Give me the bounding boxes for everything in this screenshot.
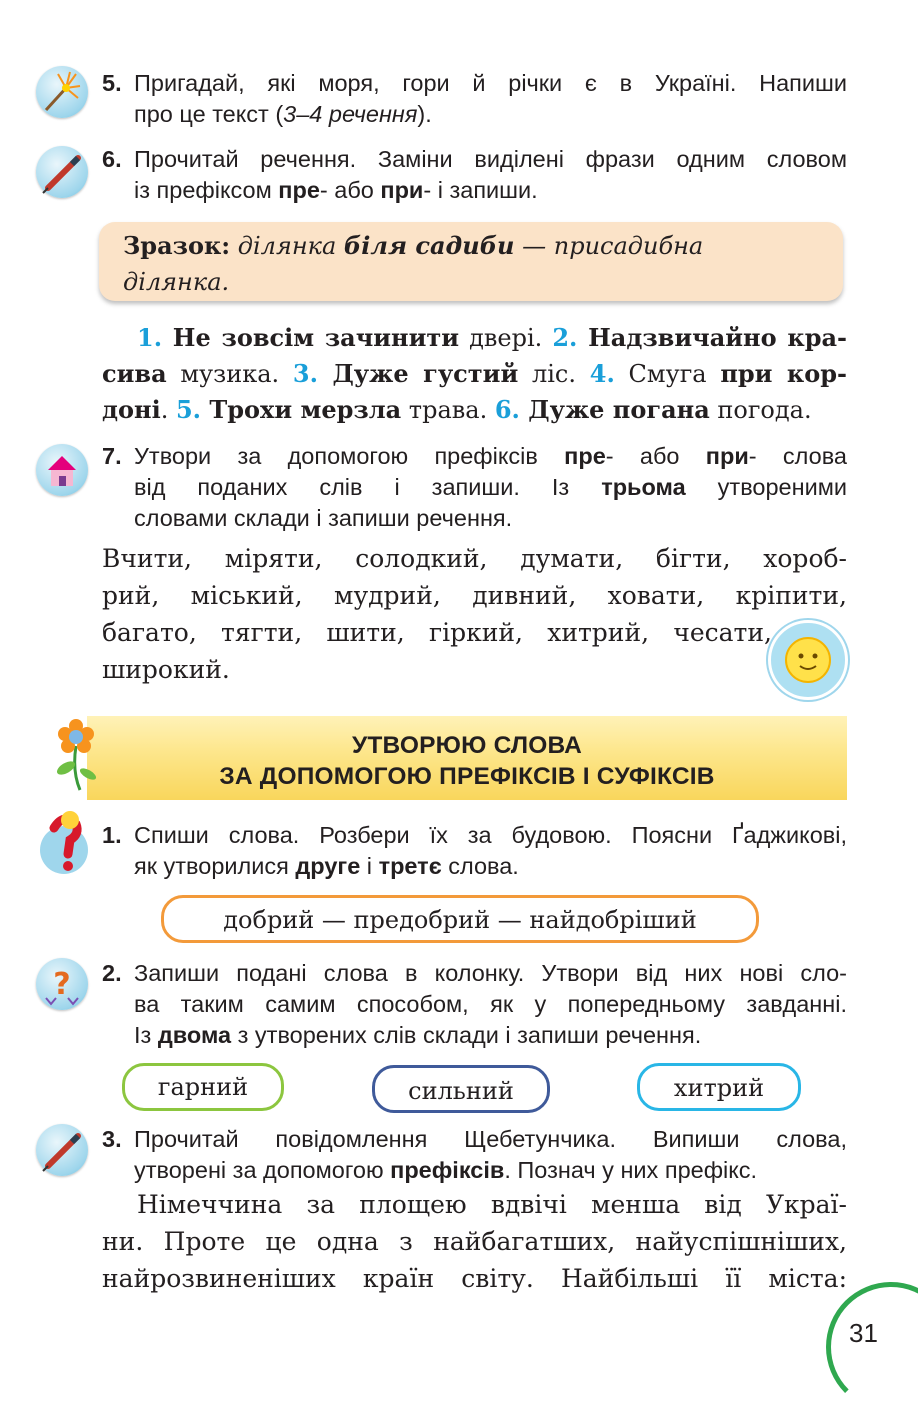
text: Смуга: [614, 360, 721, 388]
prefix-bold: пре: [278, 177, 320, 203]
word-bold: друге: [295, 853, 361, 879]
pen-icon: [36, 146, 88, 198]
section-title: УТВОРЮЮ СЛОВА: [351, 732, 583, 759]
task-text: Запиши подані слова в колонку. Утвори від них нові сло-: [134, 960, 847, 986]
task-text: ва таким самим способом, як у попередньому завданні.: [134, 991, 847, 1017]
prefix-bold: при: [380, 177, 424, 203]
task-text: - слова: [748, 443, 847, 469]
word-bold: трьома: [601, 474, 686, 500]
section-task-3: [102, 1124, 847, 1186]
task-number: 1.: [102, 822, 122, 848]
task-7: [102, 441, 847, 534]
prefix-bold: пре: [564, 443, 606, 469]
message-line: найрозвиненіших країн світу. Найбільші її міста:: [102, 1264, 847, 1293]
sample-label: Зразок:: [123, 231, 231, 260]
item-number: 3.: [292, 359, 318, 388]
task-text: Прочитай речення. Заміни виділені фрази одним словом: [134, 146, 847, 172]
sample-box: [99, 222, 843, 301]
phrase-bold: Не зовсім зачинити: [162, 323, 460, 352]
word-bold: двома: [157, 1022, 232, 1048]
task-text: як утворилися: [134, 853, 296, 879]
words-line: багато, тягти, шити, гіркий, хитрий, чесати,: [102, 618, 772, 647]
task-6: [102, 144, 847, 206]
text: .: [160, 396, 176, 424]
item-number: 5.: [175, 395, 202, 424]
task-text: - або: [319, 177, 381, 203]
task-number: 3.: [102, 1126, 122, 1152]
task-text: слова.: [441, 853, 519, 879]
item-number: 4.: [589, 359, 615, 388]
word-bold: префіксів: [390, 1157, 505, 1183]
task-number: 5.: [102, 70, 122, 96]
task-text: Утвори за допомогою префіксів: [134, 443, 565, 469]
task-text: - або: [605, 443, 706, 469]
message-text: [102, 1186, 847, 1297]
text: трава.: [401, 396, 495, 424]
sparkler-icon: [36, 66, 88, 118]
message-line: ни. Проте це одна з найбагатших, найуспішніших,: [102, 1227, 847, 1256]
task-text: . Познач у них префікс.: [504, 1157, 758, 1183]
pen-icon: [36, 1124, 88, 1176]
prefix-bold: при: [705, 443, 749, 469]
exercise-6-text: [102, 320, 847, 428]
task-text: - і запиши.: [423, 177, 538, 203]
text: ліс.: [518, 360, 590, 388]
task-text: з утворених слів склади і запиши речення.: [231, 1022, 702, 1048]
text: двері.: [459, 324, 553, 352]
task-text: Із: [134, 1022, 158, 1048]
sample-text: — присадибна: [514, 232, 704, 260]
word-bold: третє: [378, 853, 442, 879]
task-text: утворені за допомогою: [134, 1157, 391, 1183]
house-icon: [36, 444, 88, 496]
phrase-bold: доні: [102, 395, 161, 424]
task-text: Спиши слова. Розбери їх за будовою. Поясни Ґаджикові,: [134, 822, 847, 848]
phrase-bold: при кор-: [720, 359, 848, 388]
svg-text:?: ?: [53, 967, 71, 1002]
words-list: [102, 540, 847, 688]
words-line: широкий.: [102, 655, 230, 684]
phrase-bold: Надзвичайно кра-: [577, 323, 847, 352]
page-number: 31: [849, 1318, 878, 1348]
item-number: 1.: [137, 323, 163, 352]
task-text: від поданих слів і запиши. Із: [134, 474, 602, 500]
phrase-bold: Трохи мерзла: [201, 395, 402, 424]
word: хитрий: [673, 1074, 765, 1102]
question-mark-icon: [36, 958, 88, 1010]
text: музика.: [166, 360, 293, 388]
item-number: 6.: [494, 395, 520, 424]
words-line: Вчити, міряти, солодкий, думати, бігти, хороб-: [102, 544, 847, 573]
sample-text: ділянка: [230, 232, 344, 260]
smiley-icon: [768, 620, 848, 700]
text: погода.: [709, 396, 812, 424]
task-5: [102, 68, 847, 130]
words-line: рий, міський, мудрий, дивний, ховати, кріпити,: [102, 581, 847, 610]
task-text: Прочитай повідомлення Щебетунчика. Випиши слова,: [134, 1126, 847, 1152]
task-text: і: [360, 853, 379, 879]
word: гарний: [157, 1073, 249, 1101]
word-chain: добрий — предобрий — найдобріший: [223, 906, 697, 934]
phrase-bold: Дуже густий: [317, 359, 519, 388]
word: сильний: [408, 1077, 514, 1105]
section-task-2: [102, 958, 847, 1051]
item-number: 2.: [552, 323, 578, 352]
section-title: ЗА ДОПОМОГОЮ ПРЕФІКСІВ І СУФІКСІВ: [219, 763, 715, 790]
word-box: [372, 1065, 550, 1113]
task-number: 6.: [102, 146, 122, 172]
flower-icon: [50, 716, 106, 792]
task-number: 7.: [102, 443, 122, 469]
section-banner: [87, 716, 847, 800]
task-text-italic: 3–4 речення: [283, 101, 418, 127]
sample-text-bold: біля садиби: [343, 231, 515, 260]
task-text: із префіксом: [134, 177, 279, 203]
word-box: [122, 1063, 284, 1111]
word-chain-box: [161, 895, 759, 943]
sample-text: ділянка.: [123, 268, 230, 296]
task-text: утвореними: [685, 474, 848, 500]
task-text: ).: [417, 101, 432, 127]
task-text: про це текст (: [134, 101, 284, 127]
phrase-bold: сива: [102, 359, 167, 388]
task-number: 2.: [102, 960, 122, 986]
section-task-1: [102, 820, 847, 882]
task-text: Пригадай, які моря, гори й річки є в Україні. Напиши: [134, 70, 847, 96]
task-text: словами склади і запиши речення.: [134, 505, 513, 531]
word-box: [637, 1063, 801, 1111]
message-line: Німеччина за площею вдвічі менша від Украї-: [137, 1190, 847, 1219]
phrase-bold: Дуже погана: [519, 395, 710, 424]
question-character-icon: [36, 806, 96, 876]
